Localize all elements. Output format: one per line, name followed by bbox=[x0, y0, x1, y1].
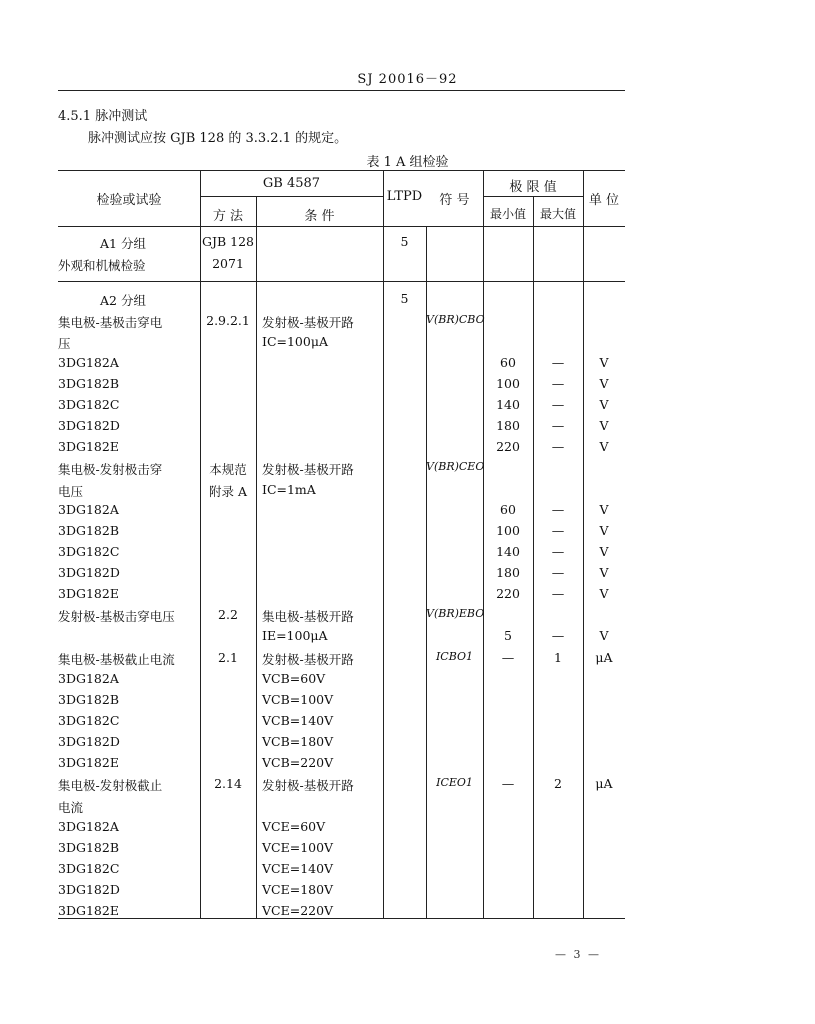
cell-symbol: ICEO1 bbox=[436, 776, 473, 789]
cell-unit: V bbox=[599, 397, 609, 412]
gb-sub-rule bbox=[200, 196, 383, 197]
cell-name: A1 分组 bbox=[100, 236, 146, 251]
cell-name: 电流 bbox=[58, 800, 84, 815]
cell-max: — bbox=[551, 565, 565, 580]
cell-unit: V bbox=[599, 586, 609, 601]
cell-name: 3DG182A bbox=[58, 819, 119, 834]
cell-min: 180 bbox=[496, 565, 520, 580]
table-caption: 表 1 A 组检验 bbox=[366, 155, 449, 170]
cell-condition: VCE=100V bbox=[262, 840, 334, 855]
cell-name: 3DG182C bbox=[58, 713, 120, 728]
header-inspection: 检验或试验 bbox=[96, 193, 162, 208]
section-title: 4.5.1 脉冲测试 bbox=[58, 109, 148, 124]
cell-name: 集电极-发射极击穿 bbox=[58, 462, 163, 477]
cell-min: 140 bbox=[496, 544, 520, 559]
cell-name: 3DG182A bbox=[58, 671, 119, 686]
cell-max: — bbox=[551, 502, 565, 517]
cell-symbol: V(BR)EBO bbox=[426, 607, 485, 620]
cell-name: 3DG182A bbox=[58, 355, 119, 370]
cell-unit: μA bbox=[595, 650, 613, 665]
cell-name: 电压 bbox=[58, 484, 84, 499]
cell-name: 3DG182E bbox=[58, 903, 119, 918]
header-rule bbox=[58, 90, 625, 91]
header-condition: 条 件 bbox=[304, 209, 335, 224]
page-number: — 3 — bbox=[555, 948, 601, 961]
cell-name: 3DG182B bbox=[58, 692, 120, 707]
cell-name: 3DG182D bbox=[58, 418, 120, 433]
table-top-rule bbox=[58, 170, 625, 171]
cell-ltpd: 5 bbox=[400, 291, 409, 306]
cell-unit: V bbox=[599, 544, 609, 559]
cell-condition: VCB=180V bbox=[262, 734, 334, 749]
cell-name: 3DG182B bbox=[58, 376, 120, 391]
cell-max: 1 bbox=[554, 650, 562, 665]
col-divider bbox=[256, 196, 257, 918]
cell-condition: IE=100μA bbox=[262, 628, 328, 643]
cell-condition: 发射极-基极开路 bbox=[262, 778, 354, 793]
header-gb: GB 4587 bbox=[262, 176, 321, 191]
cell-min: 60 bbox=[500, 355, 516, 370]
cell-unit: V bbox=[599, 376, 609, 391]
cell-min: 100 bbox=[496, 523, 520, 538]
cell-min: 100 bbox=[496, 376, 520, 391]
cell-method: 2.9.2.1 bbox=[206, 313, 250, 328]
header-min: 最小值 bbox=[489, 207, 526, 221]
cell-unit: V bbox=[599, 439, 609, 454]
header-max: 最大值 bbox=[539, 207, 576, 221]
section-text: 脉冲测试应按 GJB 128 的 3.3.2.1 的规定。 bbox=[88, 131, 348, 146]
cell-min: 220 bbox=[496, 586, 520, 601]
cell-name: 3DG182E bbox=[58, 755, 119, 770]
cell-name: 集电极-发射极截止 bbox=[58, 778, 163, 793]
cell-name: 压 bbox=[58, 336, 71, 351]
header-unit: 单 位 bbox=[588, 193, 620, 208]
cell-unit: V bbox=[599, 502, 609, 517]
cell-name: 3DG182C bbox=[58, 861, 120, 876]
header-bottom-rule bbox=[58, 226, 625, 227]
cell-min: 140 bbox=[496, 397, 520, 412]
cell-name: 发射极-基极击穿电压 bbox=[58, 609, 175, 624]
cell-name: 3DG182B bbox=[58, 840, 120, 855]
cell-name: 3DG182D bbox=[58, 565, 120, 580]
header-symbol: 符 号 bbox=[439, 193, 470, 208]
cell-unit: μA bbox=[595, 776, 613, 791]
header-limits: 极 限 值 bbox=[509, 180, 557, 195]
cell-name: 3DG182D bbox=[58, 882, 120, 897]
cell-name: 3DG182B bbox=[58, 523, 120, 538]
cell-condition: VCE=60V bbox=[262, 819, 326, 834]
cell-condition: VCE=140V bbox=[262, 861, 334, 876]
cell-name: 集电极-基极截止电流 bbox=[58, 652, 175, 667]
cell-max: — bbox=[551, 544, 565, 559]
cell-name: 3DG182E bbox=[58, 439, 119, 454]
cell-name: 3DG182C bbox=[58, 544, 120, 559]
cell-unit: V bbox=[599, 418, 609, 433]
cell-ltpd: 5 bbox=[400, 234, 409, 249]
header-method: 方 法 bbox=[212, 209, 244, 224]
cell-unit: V bbox=[599, 355, 609, 370]
group-a1-rule bbox=[58, 281, 625, 282]
cell-min: 220 bbox=[496, 439, 520, 454]
table-bottom-rule bbox=[58, 918, 625, 919]
cell-condition: VCB=60V bbox=[262, 671, 326, 686]
header-ltpd: LTPD bbox=[386, 189, 423, 204]
cell-symbol: V(BR)CBO bbox=[426, 313, 485, 326]
cell-condition: 发射极-基极开路 bbox=[262, 652, 354, 667]
cell-max: — bbox=[551, 418, 565, 433]
cell-method: 2.1 bbox=[218, 650, 238, 665]
cell-unit: V bbox=[599, 523, 609, 538]
cell-max: — bbox=[551, 523, 565, 538]
cell-condition: VCB=100V bbox=[262, 692, 334, 707]
cell-max: — bbox=[551, 397, 565, 412]
cell-name: 外观和机械检验 bbox=[58, 258, 146, 273]
cell-unit: V bbox=[599, 628, 609, 643]
cell-name: A2 分组 bbox=[100, 293, 146, 308]
cell-condition: VCE=220V bbox=[262, 903, 334, 918]
cell-method: 2.14 bbox=[214, 776, 242, 791]
cell-name: 集电极-基极击穿电 bbox=[58, 315, 163, 330]
cell-condition: IC=1mA bbox=[262, 482, 316, 497]
cell-min: — bbox=[501, 650, 515, 665]
cell-method: 本规范 bbox=[209, 462, 247, 477]
cell-condition: IC=100μA bbox=[262, 334, 328, 349]
cell-condition: 发射极-基极开路 bbox=[262, 315, 354, 330]
cell-method: 2.2 bbox=[218, 607, 238, 622]
cell-method: GJB 128 bbox=[201, 234, 254, 249]
cell-max: — bbox=[551, 355, 565, 370]
cell-min: 60 bbox=[500, 502, 516, 517]
cell-min: — bbox=[501, 776, 515, 791]
cell-max: — bbox=[551, 628, 565, 643]
doc-number: SJ 20016－92 bbox=[357, 72, 458, 87]
col-divider bbox=[383, 170, 384, 918]
cell-name: 3DG182E bbox=[58, 586, 119, 601]
cell-condition: 集电极-基极开路 bbox=[262, 609, 354, 624]
cell-max: — bbox=[551, 376, 565, 391]
cell-condition: VCB=140V bbox=[262, 713, 334, 728]
cell-max: 2 bbox=[554, 776, 562, 791]
cell-method: 附录 A bbox=[208, 484, 247, 499]
cell-name: 3DG182C bbox=[58, 397, 120, 412]
col-divider bbox=[426, 226, 427, 918]
cell-min: 5 bbox=[504, 628, 512, 643]
cell-method: 2071 bbox=[212, 256, 244, 271]
cell-name: 3DG182A bbox=[58, 502, 119, 517]
cell-condition: VCE=180V bbox=[262, 882, 334, 897]
cell-name: 3DG182D bbox=[58, 734, 120, 749]
cell-max: — bbox=[551, 439, 565, 454]
cell-unit: V bbox=[599, 565, 609, 580]
cell-condition: VCB=220V bbox=[262, 755, 334, 770]
col-divider bbox=[200, 170, 201, 918]
cell-min: 180 bbox=[496, 418, 520, 433]
cell-symbol: V(BR)CEO bbox=[426, 460, 485, 473]
cell-condition: 发射极-基极开路 bbox=[262, 462, 354, 477]
cell-max: — bbox=[551, 586, 565, 601]
cell-symbol: ICBO1 bbox=[435, 650, 474, 663]
